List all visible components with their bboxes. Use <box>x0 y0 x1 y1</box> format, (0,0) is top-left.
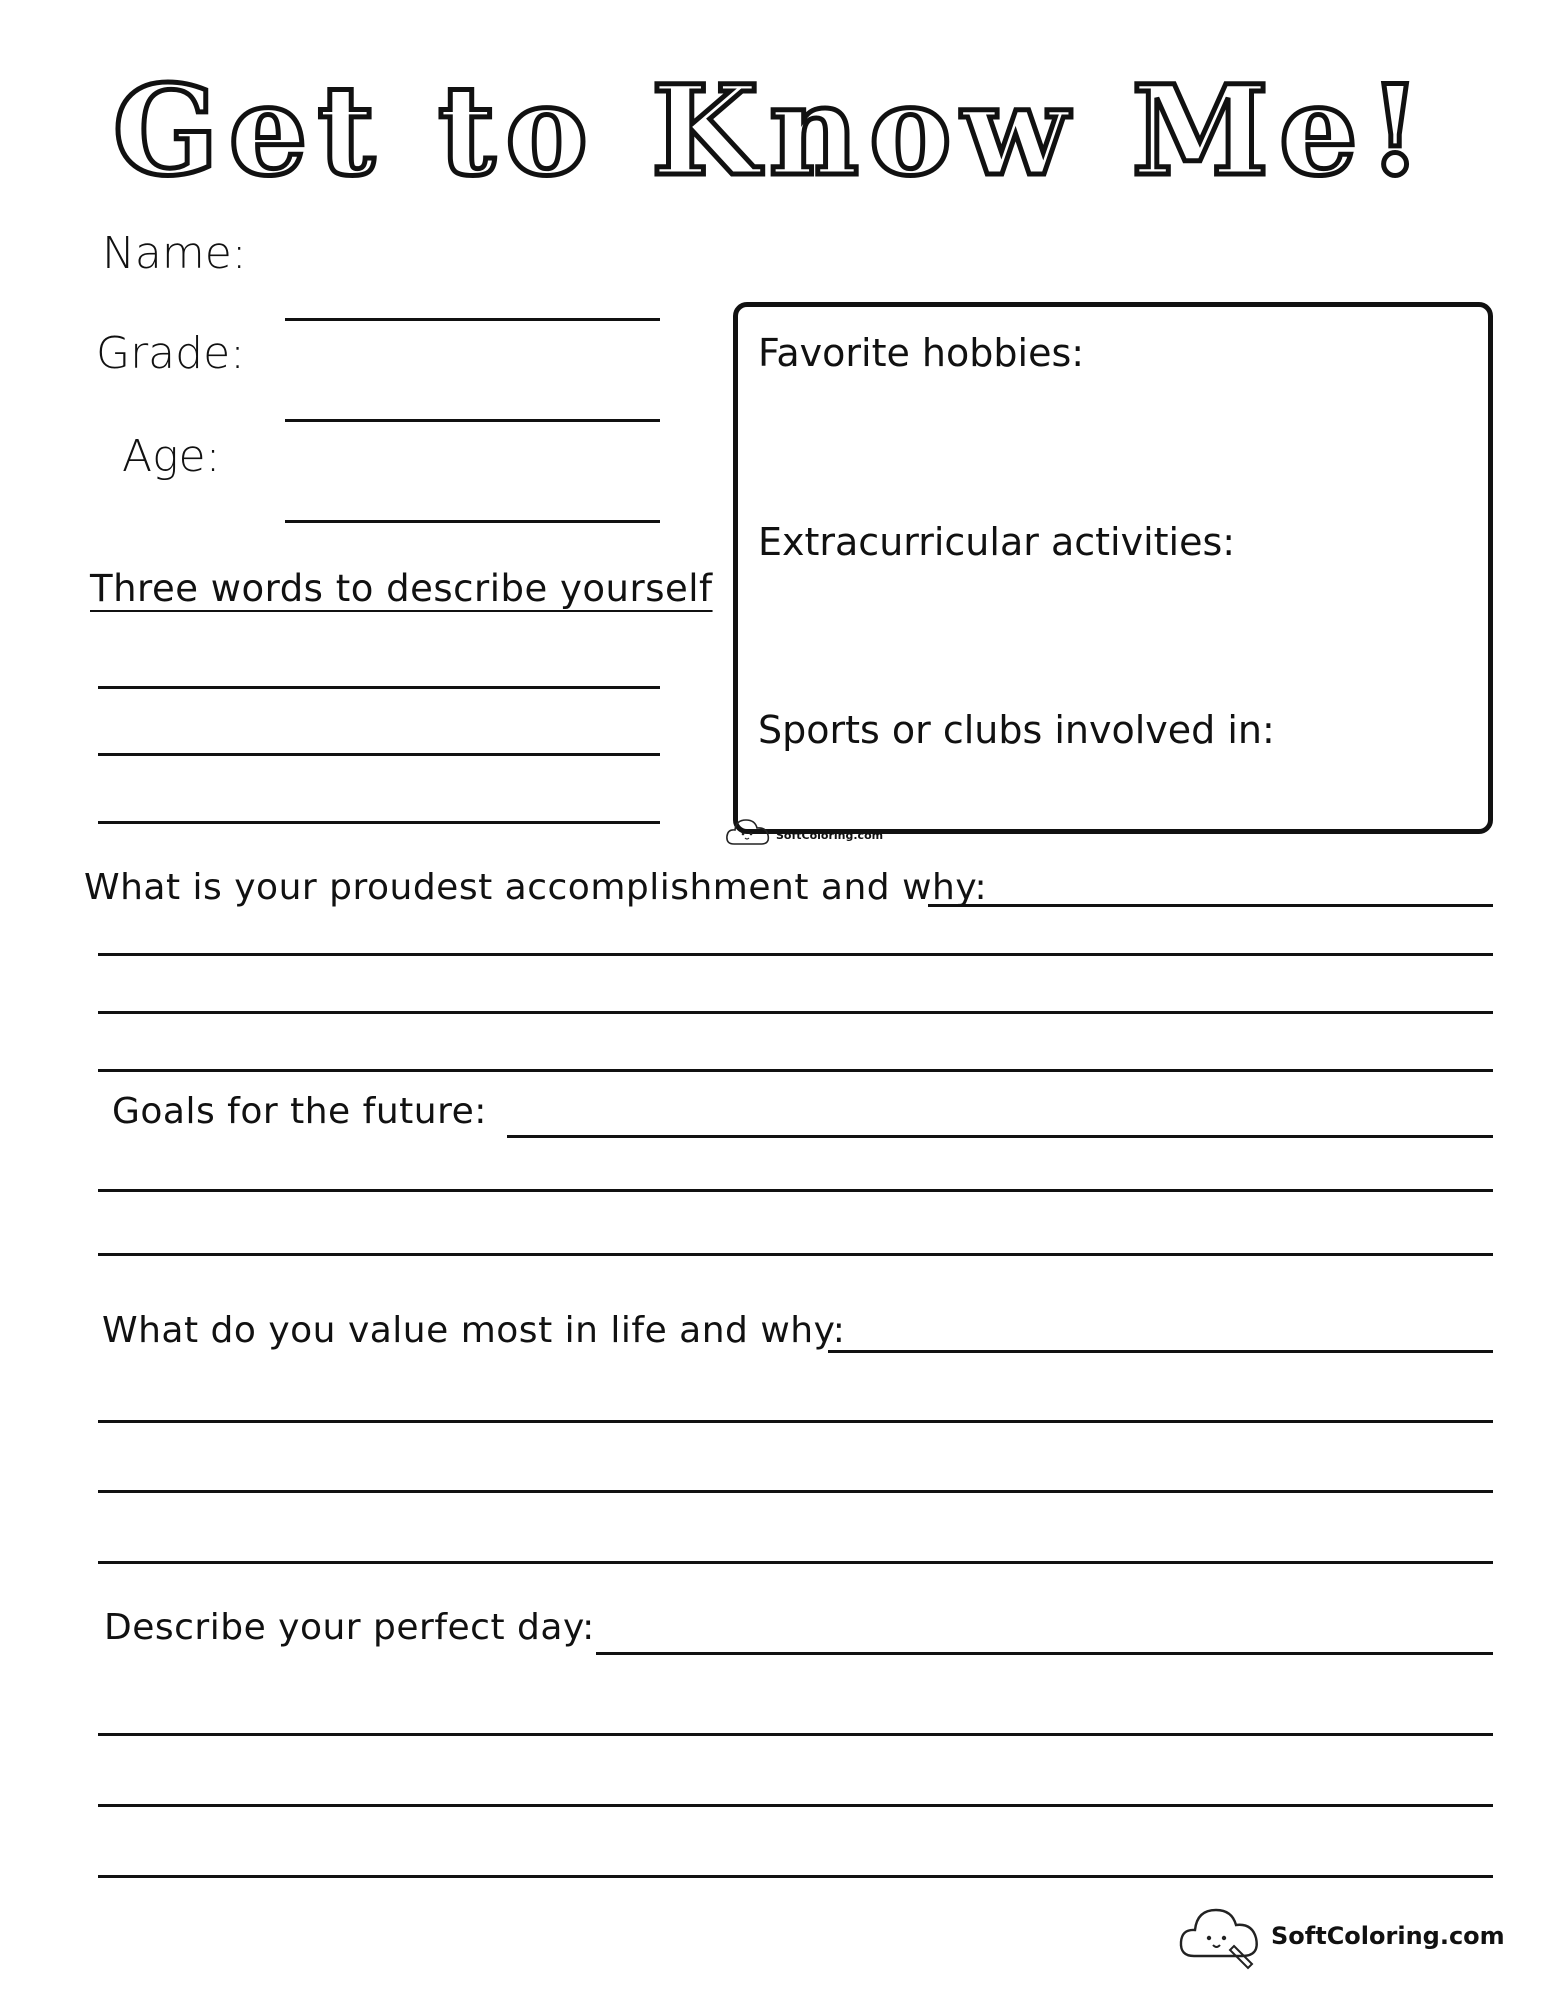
name-label: Name: <box>102 228 247 279</box>
three-words-line-1[interactable] <box>98 686 660 689</box>
accomplishment-line-0[interactable] <box>928 904 1493 907</box>
age-label: Age: <box>122 431 221 482</box>
watermark-large: SoftColoring.com <box>1271 1922 1505 1950</box>
goals-line-0[interactable] <box>507 1135 1493 1138</box>
page-title: Get to Know Me! <box>112 59 1433 204</box>
accomplishment-line-3[interactable] <box>98 1069 1493 1072</box>
sports-label: Sports or clubs involved in: <box>758 708 1275 752</box>
perfect-day-line-1[interactable] <box>98 1733 1493 1736</box>
perfect-day-line-0[interactable] <box>596 1652 1493 1655</box>
goals-line-1[interactable] <box>98 1189 1493 1192</box>
age-line[interactable] <box>285 520 660 523</box>
values-line-0[interactable] <box>828 1350 1493 1353</box>
watermark-small: SoftColoring.com <box>776 829 884 842</box>
perfect-day-question: Describe your perfect day: <box>104 1607 595 1648</box>
three-words-line-3[interactable] <box>98 821 660 824</box>
values-question: What do you value most in life and why: <box>102 1310 846 1351</box>
goals-line-2[interactable] <box>98 1253 1493 1256</box>
activities-box <box>733 302 1493 834</box>
name-line[interactable] <box>285 318 660 321</box>
perfect-day-line-3[interactable] <box>98 1875 1493 1878</box>
cloud-pencil-icon <box>724 814 774 852</box>
cloud-pencil-icon <box>1176 1900 1268 1972</box>
accomplishment-question: What is your proudest accomplishment and why: <box>84 867 988 908</box>
perfect-day-line-2[interactable] <box>98 1804 1493 1807</box>
accomplishment-line-2[interactable] <box>98 1011 1493 1014</box>
three-words-label: Three words to describe yourself <box>90 567 713 610</box>
values-line-3[interactable] <box>98 1561 1493 1564</box>
values-line-1[interactable] <box>98 1420 1493 1423</box>
grade-line[interactable] <box>285 419 660 422</box>
three-words-line-2[interactable] <box>98 753 660 756</box>
accomplishment-line-1[interactable] <box>98 953 1493 956</box>
hobbies-label: Favorite hobbies: <box>758 331 1085 375</box>
grade-label: Grade: <box>96 328 245 379</box>
extracurricular-label: Extracurricular activities: <box>758 520 1236 564</box>
values-line-2[interactable] <box>98 1490 1493 1493</box>
goals-question: Goals for the future: <box>112 1091 487 1132</box>
